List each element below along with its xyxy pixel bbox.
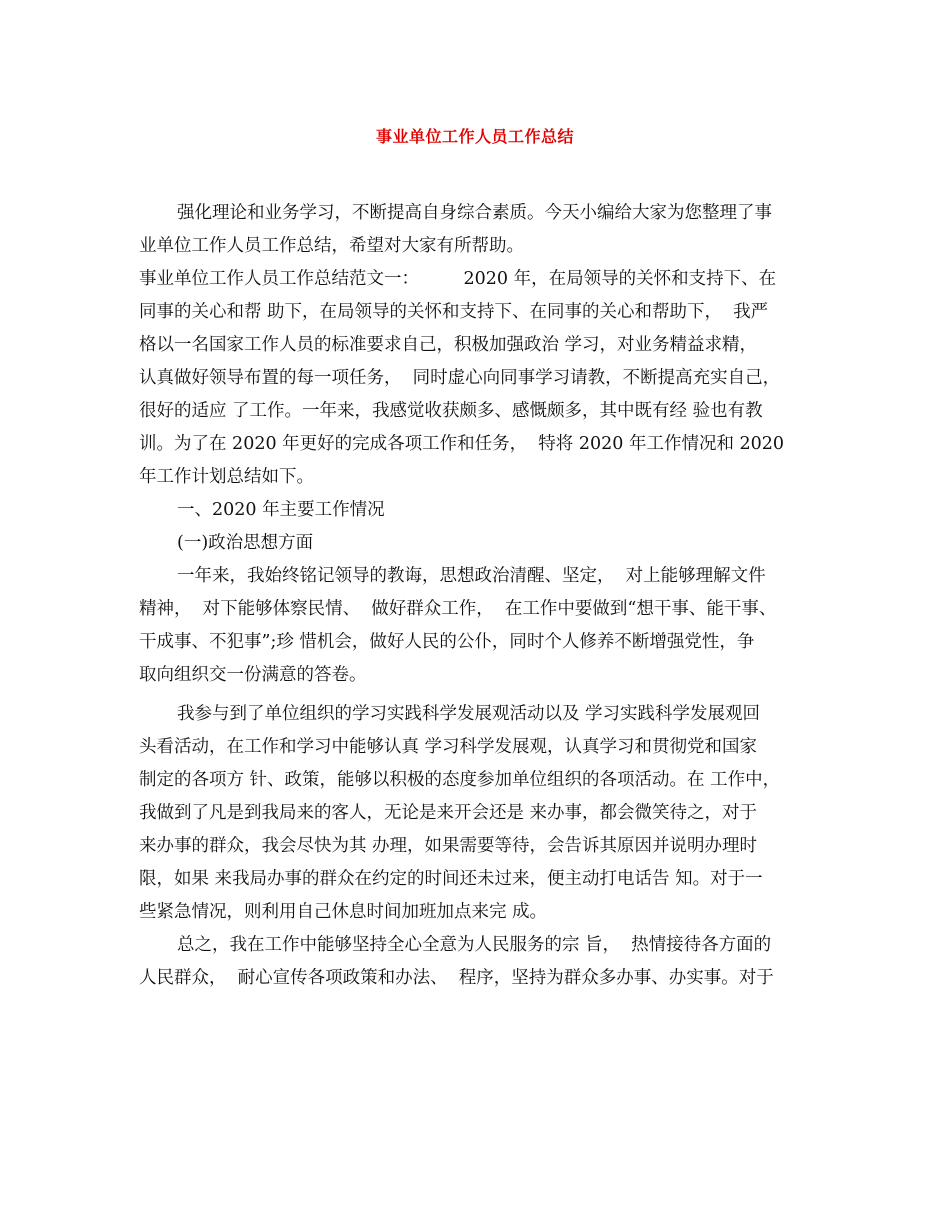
body-line: 同事的关心和帮 助下，在局领导的关怀和支持下、在同事的关心和帮助下， 我严	[139, 302, 769, 322]
body-line: 格以一名国家工作人员的标准要求自己，积极加强政治 学习，对业务精益求精，	[139, 335, 758, 355]
section-heading: 一、2020 年主要工作情况	[177, 500, 385, 520]
body-line: 年工作计划总结如下。	[139, 467, 314, 487]
body-line: 总之，我在工作中能够坚持全心全意为人民服务的宗 旨， 热情接待各方面的	[177, 935, 772, 955]
body-line: 来办事的群众，我会尽快为其 办理，如果需要等待，会告诉其原因并说明办理时	[139, 836, 758, 856]
body-line: 人民群众， 耐心宣传各项政策和办法、 程序，坚持为群众多办事、办实事。对于	[139, 968, 774, 988]
body-line: 取向组织交一份满意的答卷。	[139, 665, 367, 685]
subsection-heading: (一)政治思想方面	[177, 533, 314, 553]
document-title: 事业单位工作人员工作总结	[375, 127, 574, 146]
body-line: 精神， 对下能够体察民情、 做好群众工作， 在工作中要做到“想干事、能干事、	[139, 599, 777, 619]
body-line: 些紧急情况，则利用自己休息时间加班加点来完 成。	[139, 902, 548, 922]
body-line: 很好的适应 了工作。一年来，我感觉收获颇多、感慨颇多，其中既有经 验也有教	[139, 401, 763, 421]
body-line: 限，如果 来我局办事的群众在约定的时间还未过来，便主动打电话告 知。对于一	[139, 869, 763, 889]
body-line: 强化理论和业务学习，不断提高自身综合素质。今天小编给大家为您整理了事	[177, 203, 772, 223]
body-line: 干成事、不犯事”;珍 惜机会，做好人民的公仆，同时个人修养不断增强党性，争	[139, 632, 755, 652]
body-line: 头看活动，在工作和学习中能够认真 学习科学发展观，认真学习和贯彻党和国家	[139, 737, 758, 757]
body-line: 我参与到了单位组织的学习实践科学发展观活动以及 学习实践科学发展观回	[177, 704, 761, 724]
body-line: 制定的各项方 针、政策，能够以积极的态度参加单位组织的各项活动。在 工作中，	[139, 770, 781, 790]
body-line: 一年来，我始终铭记领导的教诲，思想政治清醒、坚定， 对上能够理解文件	[177, 566, 766, 586]
document-body	[139, 197, 829, 995]
body-line: 业单位工作人员工作总结，希望对大家有所帮助。	[139, 236, 524, 256]
body-line: 认真做好领导布置的每一项任务， 同时虚心向同事学习请教，不断提高充实自己，	[139, 368, 781, 388]
body-line: 我做到了凡是到我局来的客人，无论是来开会还是 来办事，都会微笑待之，对于	[139, 803, 758, 823]
body-line: 事业单位工作人员工作总结范文一： 2020 年，在局领导的关怀和支持下、在	[139, 269, 777, 289]
body-line: 训。为了在 2020 年更好的完成各项工作和任务， 特将 2020 年工作情况和 2020	[139, 434, 785, 454]
